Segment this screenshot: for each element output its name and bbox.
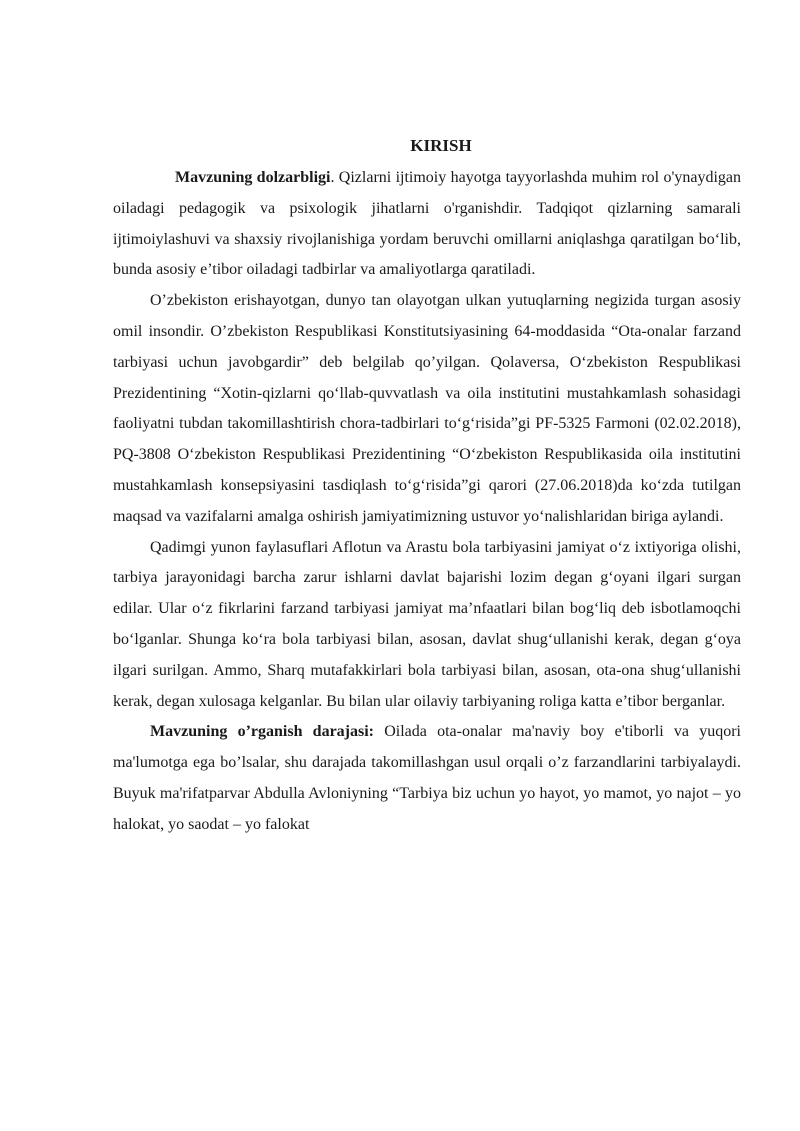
relevance-heading: Mavzuning dolzarbligi <box>175 169 331 186</box>
study-level-heading: Mavzuning o’rganish darajasi: <box>150 723 375 741</box>
relevance-text: . Qizlarni ijtimoiy hayotga tayyorlashda muhim rol o'ynaydigan oiladagi pedagogik va psixologik jihatlarni o'rganishdir. Tadqiqot qizlarning samarali ijtimoiylashuvi va shaxsiy rivojlanishiga yordam beruvchi omillarni aniqlashga qaratilgan bo‘lib, bunda asosiy e’tibor oiladagi tadbirlar va amaliyotlarga qaratiladi. <box>113 169 741 279</box>
study-level-text: Oilada ota-onalar ma'naviy boy e'tiborli va yuqori ma'lumotga ega bo’lsalar, shu darajada takomillashgan usul orqali o’z farzandlarini tarbiyalaydi. Buyuk ma'rifatparvar Abdulla Avloniyning “Tarbiya biz uchun yo hayot, yo mamot, yo najot – yo halokat, yo saodat – yo falokat <box>113 723 741 833</box>
paragraph-relevance <box>113 163 741 286</box>
document-title: KIRISH <box>410 136 472 155</box>
paragraph-philosophers: Qadimgi yunon faylasuflari Aflotun va Arastu bola tarbiyasini jamiyat o‘z ixtiyoriga olishi, tarbiya jarayonidagi barcha zarur ishlarni davlat bajarishi lozim degan g‘oyani ilgari surgan edilar. Ular o‘z fikrlarini farzand tarbiyasi jamiyat ma’nfaatlari bilan bog‘liq deb isbotlamoqchi bo‘lganlar. Shunga ko‘ra bola tarbiyasi bilan, asosan, davlat shug‘ullanishi kerak, degan g‘oya ilgari surilgan. Ammo, Sharq mutafakkirlari bola tarbiyasi bilan, asosan, ota-ona shug‘ullanishi kerak, degan xulosaga kelganlar. Bu bilan ular oilaviy tarbiyaning roliga katta e’tibor berganlar. <box>113 538 741 710</box>
paragraph-constitution: O’zbekiston erishayotgan, dunyo tan olayotgan ulkan yutuqlarning negizida turgan asosiy omil insondir. O’zbekiston Respublikasi Konstitutsiyasining 64-moddasida “Ota-onalar farzand tarbiyasi uchun javobgardir” deb belgilab qo’yilgan. Qolaversa, O‘zbekiston Respublikasi Prezidentining “Xotin-qizlarni qo‘llab-quvvatlash va oila institutini mustahkamlash sohasidagi faoliyatni tubdan takomillashtirish chora-tadbirlari to‘g‘risida”gi PF-5325 Farmoni (02.02.2018), PQ-3808 O‘zbekiston Respublikasi Prezidentining “O‘zbekiston Respublikasida oila institutini mustahkamlash konsepsiyasini tasdiqlash to‘g‘risida”gi qarori (27.06.2018)da ko‘zda tutilgan maqsad va vazifalarni amalga oshirish jamiyatimizning ustuvor yo‘nalishlaridan biriga aylandi. <box>113 292 741 525</box>
paragraph-study-level <box>113 717 741 840</box>
document-page <box>113 132 741 841</box>
